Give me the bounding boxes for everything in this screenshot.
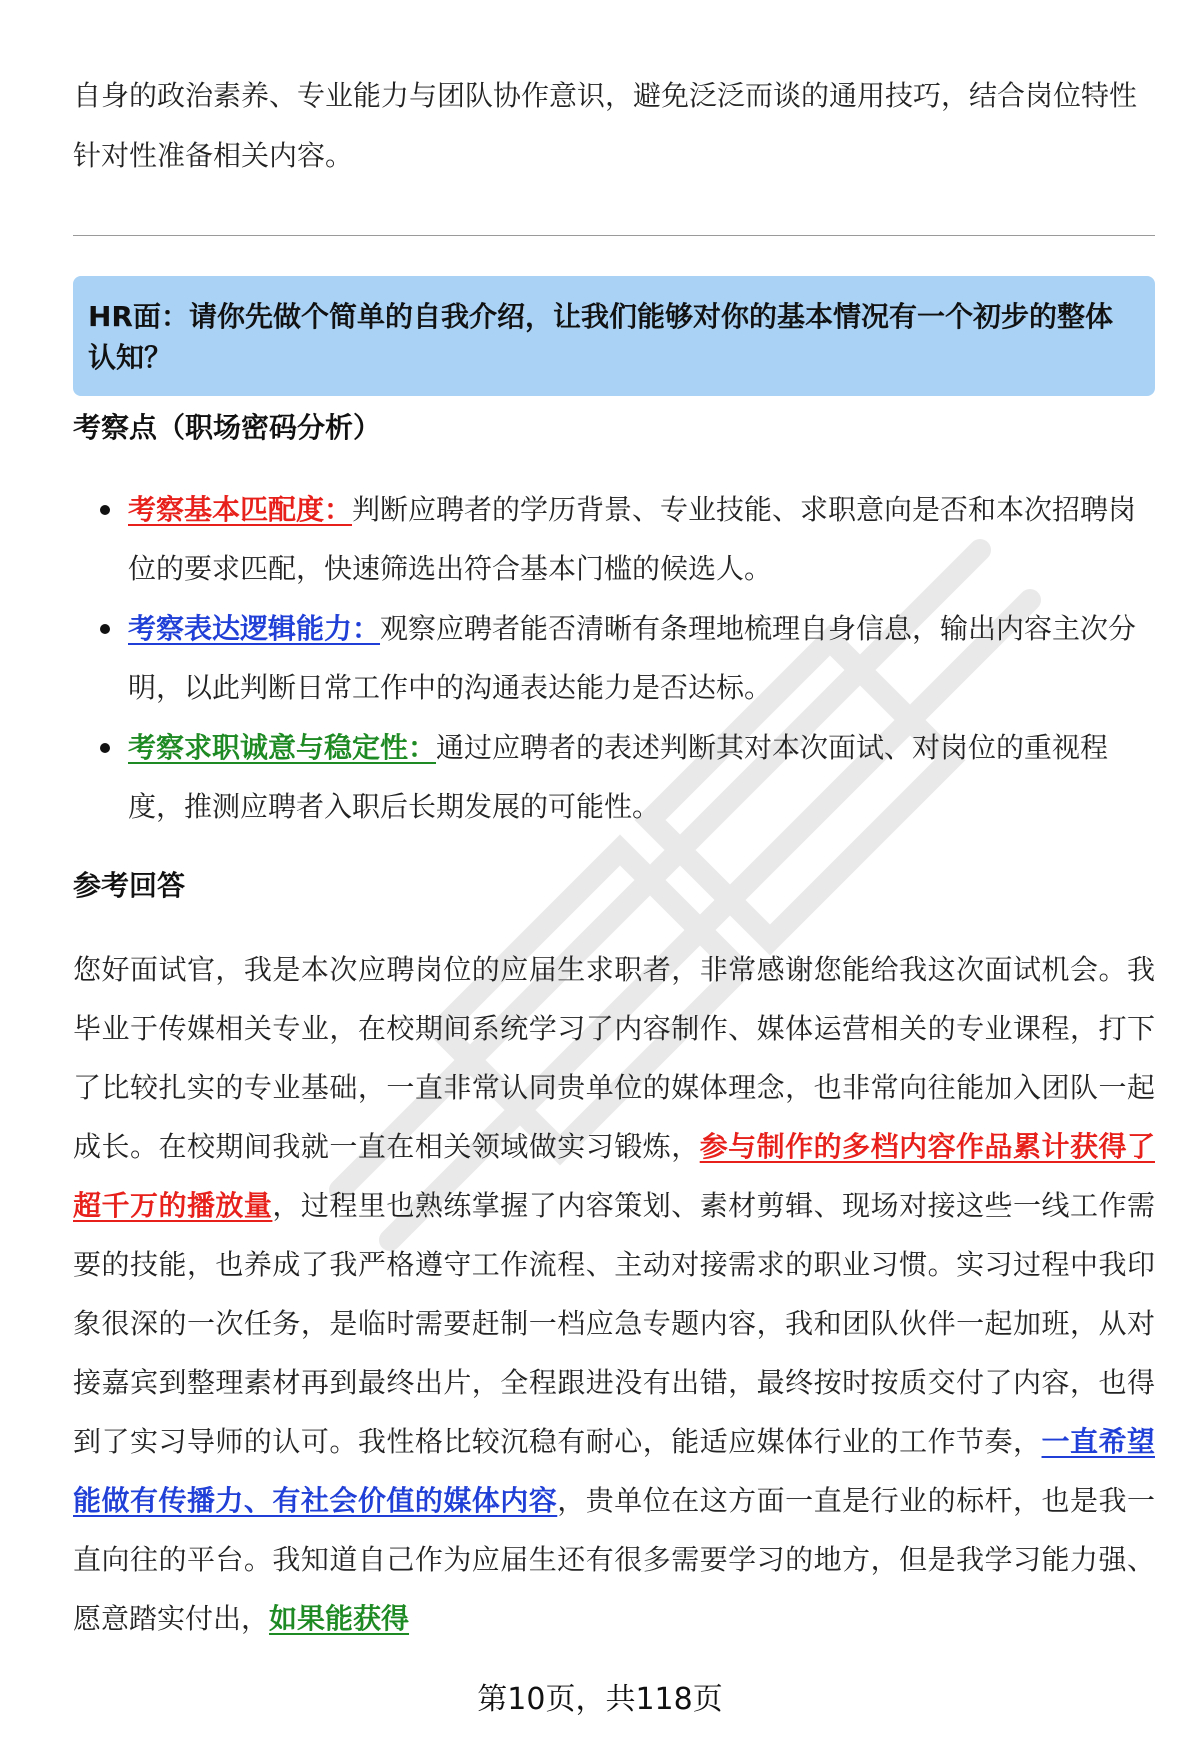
question-text: HR面：请你先做个简单的自我介绍，让我们能够对你的基本情况有一个初步的整体认知？ (88, 300, 1113, 374)
answer-text: ，过程里也熟练掌握了内容策划、素材剪辑、现场对接这些一线工作需要的技能，也养成了我严格遵守工作流程、主动对接需求的职业习惯。实习过程中我印象很深的一次任务，是临时需要赶制一档应急专题内容，我和团队伙伴一起加班，从对接嘉宾到整理素材再到最终出片，全程跟进没有出错，最终按时按质交付了内容，也得到了实习导师的认可。我性格比较沉稳有耐心，能适应媒体行业的工作节奏， (73, 1189, 1155, 1458)
exam-point-keyword: 考察表达逻辑能力： (128, 612, 381, 645)
section-divider (73, 235, 1155, 236)
bullet-icon (100, 624, 110, 634)
exam-point-text: 通过应聘者的表述判断其对本次面试、对岗位的重视程度，推测应聘者入职后长期发展的可能性。 (128, 731, 1109, 823)
exam-points-list (73, 480, 1155, 837)
answer-text: 您好面试官，我是本次应聘岗位的应届生求职者，非常感谢您能给我这次面试机会。我毕业于传媒相关专业，在校期间系统学习了内容制作、媒体运营相关的专业课程，打下了比较扎实的专业基础，一直非常认同贵单位的媒体理念，也非常向往能加入团队一起成长。在校期间我就一直在相关领域做实习锻炼， (73, 953, 1155, 1163)
answer-paragraph (73, 940, 1155, 1648)
exam-point-item (73, 480, 1155, 598)
exam-point-item (73, 599, 1155, 717)
exam-point-text: 观察应聘者能否清晰有条理地梳理自身信息，输出内容主次分明，以此判断日常工作中的沟通表达能力是否达标。 (128, 612, 1137, 704)
answer-highlight-blue: 一直希望能做有传播力、有社会价值的媒体内容 (73, 1425, 1155, 1517)
exam-point-text: 判断应聘者的学历背景、专业技能、求职意向是否和本次招聘岗位的要求匹配，快速筛选出符合基本门槛的候选人。 (128, 493, 1137, 585)
answer-highlight-red: 参与制作的多档内容作品累计获得了超千万的播放量 (73, 1130, 1155, 1222)
page-number: 第10页，共118页 (477, 1682, 723, 1717)
exam-points-title: 考察点（职场密码分析） (73, 411, 382, 444)
bullet-icon (100, 505, 110, 515)
intro-paragraph: 自身的政治素养、专业能力与团队协作意识，避免泛泛而谈的通用技巧，结合岗位特性针对性准备相关内容。 (73, 79, 1138, 172)
answer-title: 参考回答 (73, 869, 186, 902)
exam-point-keyword: 考察求职诚意与稳定性： (128, 731, 437, 764)
bullet-icon (100, 743, 110, 753)
exam-point-item (73, 718, 1155, 836)
answer-text: ，贵单位在这方面一直是行业的标杆，也是我一直向往的平台。我知道自己作为应届生还有很多需要学习的地方，但是我学习能力强、愿意踏实付出， (73, 1484, 1155, 1635)
exam-point-keyword: 考察基本匹配度： (128, 493, 353, 526)
answer-highlight-green: 如果能获得 (269, 1602, 410, 1635)
question-box (73, 276, 1155, 396)
